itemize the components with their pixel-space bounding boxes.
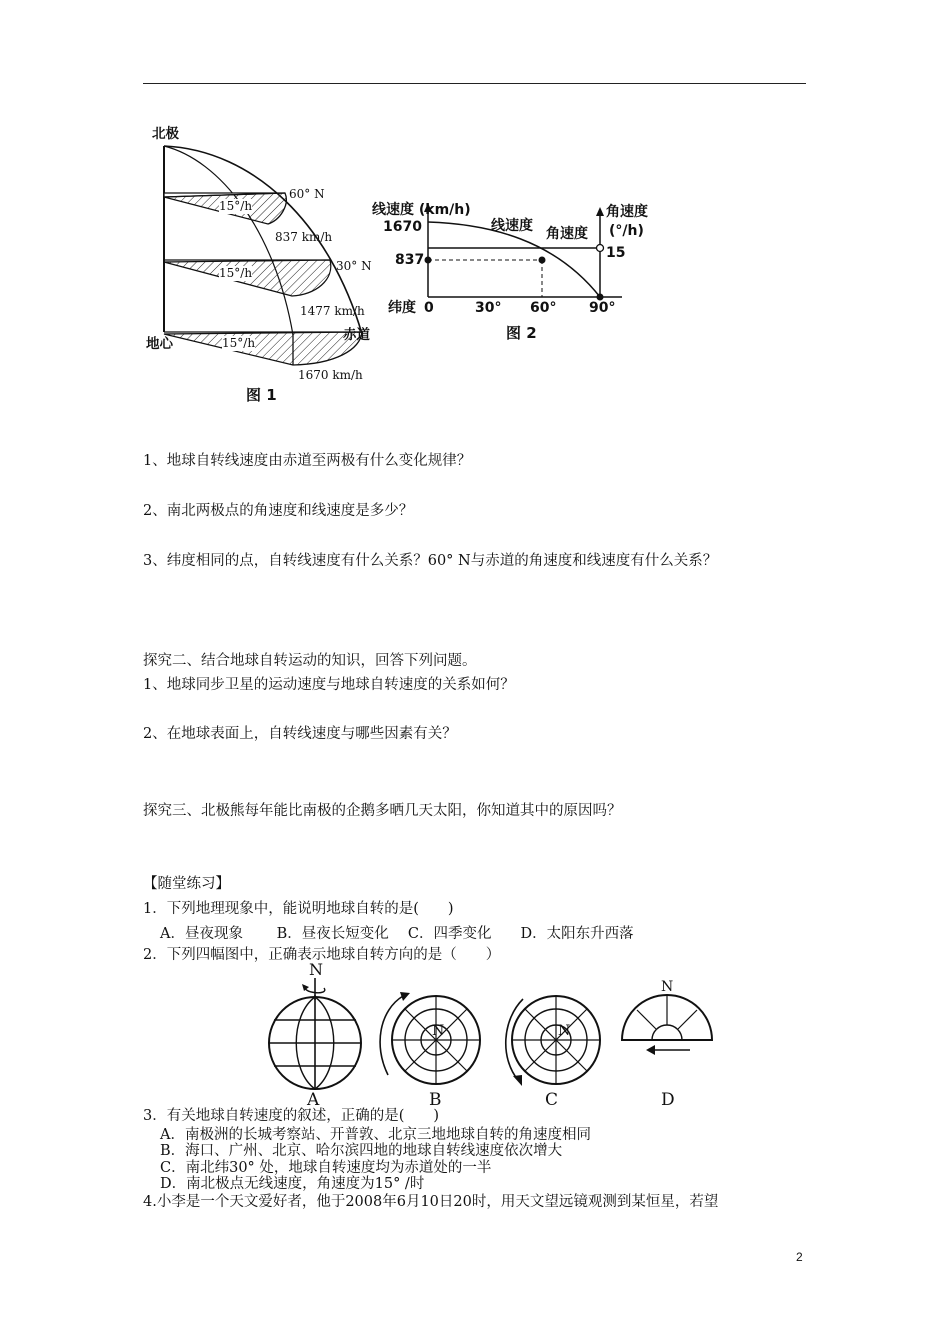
page-number: 2 (796, 1250, 803, 1264)
inquiry-2-question-2: 2、在地球表面上，自转线速度与哪些因素有关？ (143, 726, 457, 742)
inquiry-3: 探究三、北极熊每年能比南极的企鹅多晒几天太阳，你知道其中的原因吗？ (143, 803, 622, 819)
practice-q3-option-c: C．南北纬30° 处，地球自转速度均为赤道处的一半 (160, 1160, 492, 1176)
y-right-axis-unit: (°/h) (609, 223, 644, 239)
y-left-axis-label: 线速度 (km/h) (372, 202, 471, 218)
tick-x-60: 60° (530, 300, 557, 316)
angular-speed-0: 15°/h (222, 336, 256, 350)
tick-x-30: 30° (475, 300, 502, 316)
tick-15: 15 (606, 245, 626, 261)
equator-label: 赤道 (343, 327, 370, 343)
practice-q4: 4.小李是一个天文爱好者，他于2008年6月10日20时，用天文望远镜观测到某恒星，若望 (143, 1194, 719, 1210)
x-axis-label: 纬度 (388, 300, 416, 316)
practice-q2: 2．下列四幅图中，正确表示地球自转方向的是（ ） (143, 947, 501, 963)
practice-q1-options: A．昼夜现象 B．昼夜长短变化 C．四季变化 D．太阳东升西落 (160, 926, 634, 942)
inquiry-2-question-1: 1、地球同步卫星的运动速度与地球自转速度的关系如何？ (143, 677, 515, 693)
tick-x-0: 0 (424, 300, 434, 316)
practice-q3: 3．有关地球自转速度的叙述，正确的是( ) (143, 1108, 440, 1124)
tick-x-90: 90° (589, 300, 616, 316)
lat-60-label: 60° N (289, 187, 325, 201)
figure-d-half-view (622, 995, 712, 1055)
practice-q3-option-a: A．南极洲的长城考察站、开普敦、北京三地地球自转的角速度相同 (160, 1127, 591, 1143)
figure-b-n: N (432, 1023, 445, 1039)
figure-a-n: N (309, 960, 323, 979)
earth-center-label: 地心 (146, 336, 173, 352)
figure-2-caption: 图 2 (506, 324, 537, 342)
practice-q1: 1．下列地理现象中，能说明地球自转的是( ) (143, 901, 454, 917)
figure-a-label: A (307, 1090, 320, 1110)
figure-c-n: N (558, 1023, 571, 1039)
figure-b-label: B (429, 1090, 442, 1110)
figure-d-n: N (661, 979, 674, 995)
angular-speed-label: 角速度 (546, 226, 588, 242)
figure-d-label: D (661, 1090, 675, 1110)
question-1: 1、地球自转线速度由赤道至两极有什么变化规律？ (143, 453, 472, 469)
figure-c-polar-view (506, 996, 600, 1086)
tick-1670: 1670 (383, 219, 422, 235)
speed-0-label: 1670 km/h (298, 368, 363, 382)
angular-speed-30: 15°/h (219, 266, 253, 280)
question-2: 2、南北两极点的角速度和线速度是多少？ (143, 503, 414, 519)
practice-q3-option-d: D．南北极点无线速度，角速度为15° /时 (160, 1176, 425, 1192)
y-right-axis-label: 角速度 (606, 204, 648, 220)
figure-b-polar-view (380, 992, 480, 1084)
tick-837: 837 (395, 252, 425, 268)
lat-30-label: 30° N (336, 259, 372, 273)
angular-speed-60: 15°/h (219, 199, 253, 213)
inquiry-2-title: 探究二、结合地球自转运动的知识，回答下列问题。 (143, 653, 477, 669)
practice-q3-option-b: B．海口、广州、北京、哈尔滨四地的地球自转线速度依次增大 (160, 1143, 563, 1159)
figure-1-caption: 图 1 (246, 386, 277, 404)
speed-30-label: 1477 km/h (300, 304, 365, 318)
linear-speed-label: 线速度 (491, 218, 533, 234)
figure-c-label: C (545, 1090, 559, 1110)
practice-heading: 【随堂练习】 (143, 876, 230, 892)
figure-a-globe (269, 978, 361, 1090)
speed-60-label: 837 km/h (275, 230, 333, 244)
north-pole-label: 北极 (152, 126, 179, 142)
question-3: 3、纬度相同的点，自转线速度有什么关系？60° N与赤道的角速度和线速度有什么关系？ (143, 553, 718, 569)
